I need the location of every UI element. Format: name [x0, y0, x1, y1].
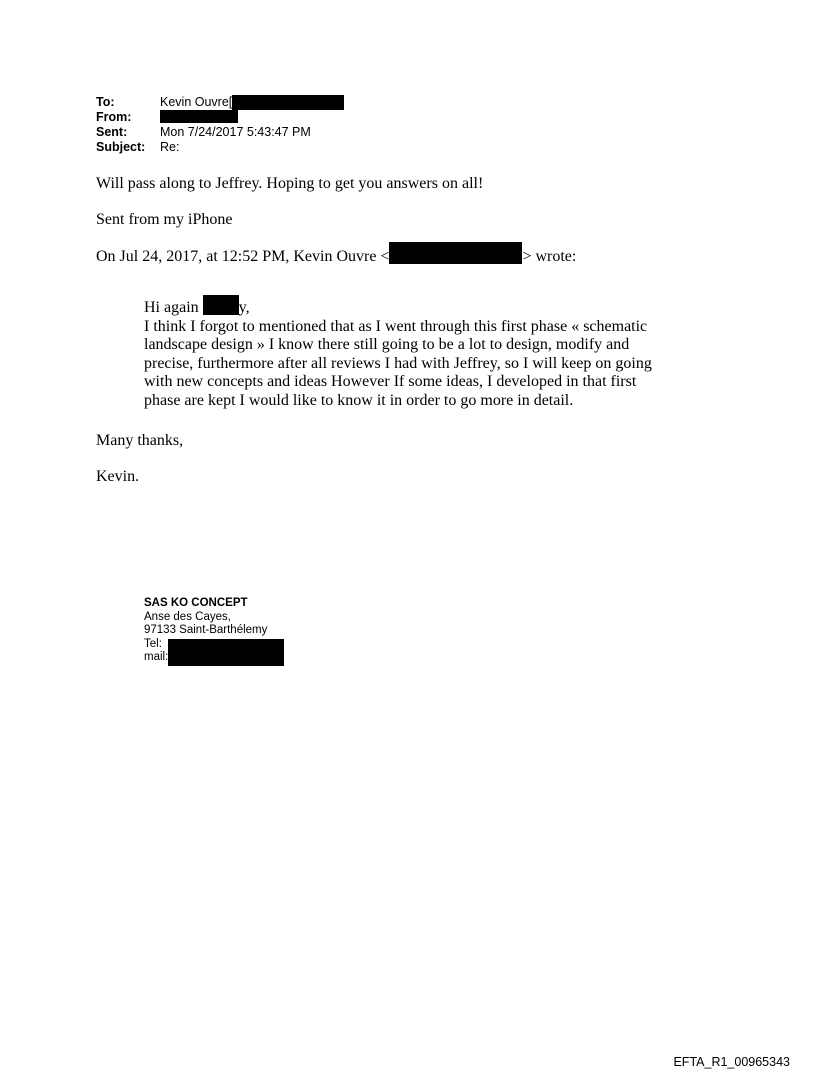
quoted-line: landscape design » I know there still going to be a lot to design, modify and	[144, 336, 630, 353]
quoted-line: precise, furthermore after all reviews I had with Jeffrey, so I will keep on going	[144, 354, 652, 372]
quoted-line: phase are kept I would like to know it in order to go more in detail.	[144, 391, 574, 409]
signature-address-1: Anse des Cayes,	[144, 610, 231, 623]
closing-name: Kevin.	[96, 468, 140, 485]
to-value	[160, 95, 344, 110]
tel-label: Tel:	[144, 637, 162, 650]
signature-block	[144, 597, 267, 665]
from-value	[160, 110, 238, 125]
subject-value: Re:	[160, 140, 180, 154]
redaction-box	[168, 639, 284, 666]
quote-intro-end: > wrote:	[522, 248, 577, 265]
document-id: EFTA_R1_00965343	[673, 1055, 790, 1069]
signature-company: SAS KO CONCEPT	[144, 597, 248, 609]
reply-line: Will pass along to Jeffrey. Hoping to get you answers on all!	[96, 175, 484, 192]
sent-from-line: Sent from my iPhone	[96, 211, 233, 228]
quoted-line: with new concepts and ideas However If some ideas, I developed in that first	[144, 373, 637, 390]
greeting-end: y,	[238, 299, 250, 316]
to-label: To:	[96, 95, 115, 109]
quoted-message	[144, 299, 684, 410]
sent-label: Sent:	[96, 125, 128, 139]
quoted-greeting	[144, 299, 684, 318]
quote-intro-start: On Jul 24, 2017, at 12:52 PM, Kevin Ouvre <	[96, 248, 390, 265]
signature-address-2: 97133 Saint-Barthélemy	[144, 624, 268, 636]
redaction-box	[160, 110, 238, 123]
redaction-box	[203, 295, 239, 315]
from-label: From:	[96, 110, 132, 124]
redaction-box	[232, 95, 344, 110]
redaction-box	[389, 242, 522, 264]
closing-thanks: Many thanks,	[96, 432, 184, 449]
sent-value: Mon 7/24/2017 5:43:47 PM	[160, 125, 311, 139]
to-name: Kevin Ouvre[	[160, 95, 233, 109]
mail-label: mail:	[144, 651, 169, 663]
quoted-line: I think I forgot to mentioned that as I went through this first phase « schematic	[144, 317, 648, 335]
subject-label: Subject:	[96, 140, 146, 154]
quote-intro	[96, 248, 576, 266]
greeting-start: Hi again	[144, 299, 203, 316]
